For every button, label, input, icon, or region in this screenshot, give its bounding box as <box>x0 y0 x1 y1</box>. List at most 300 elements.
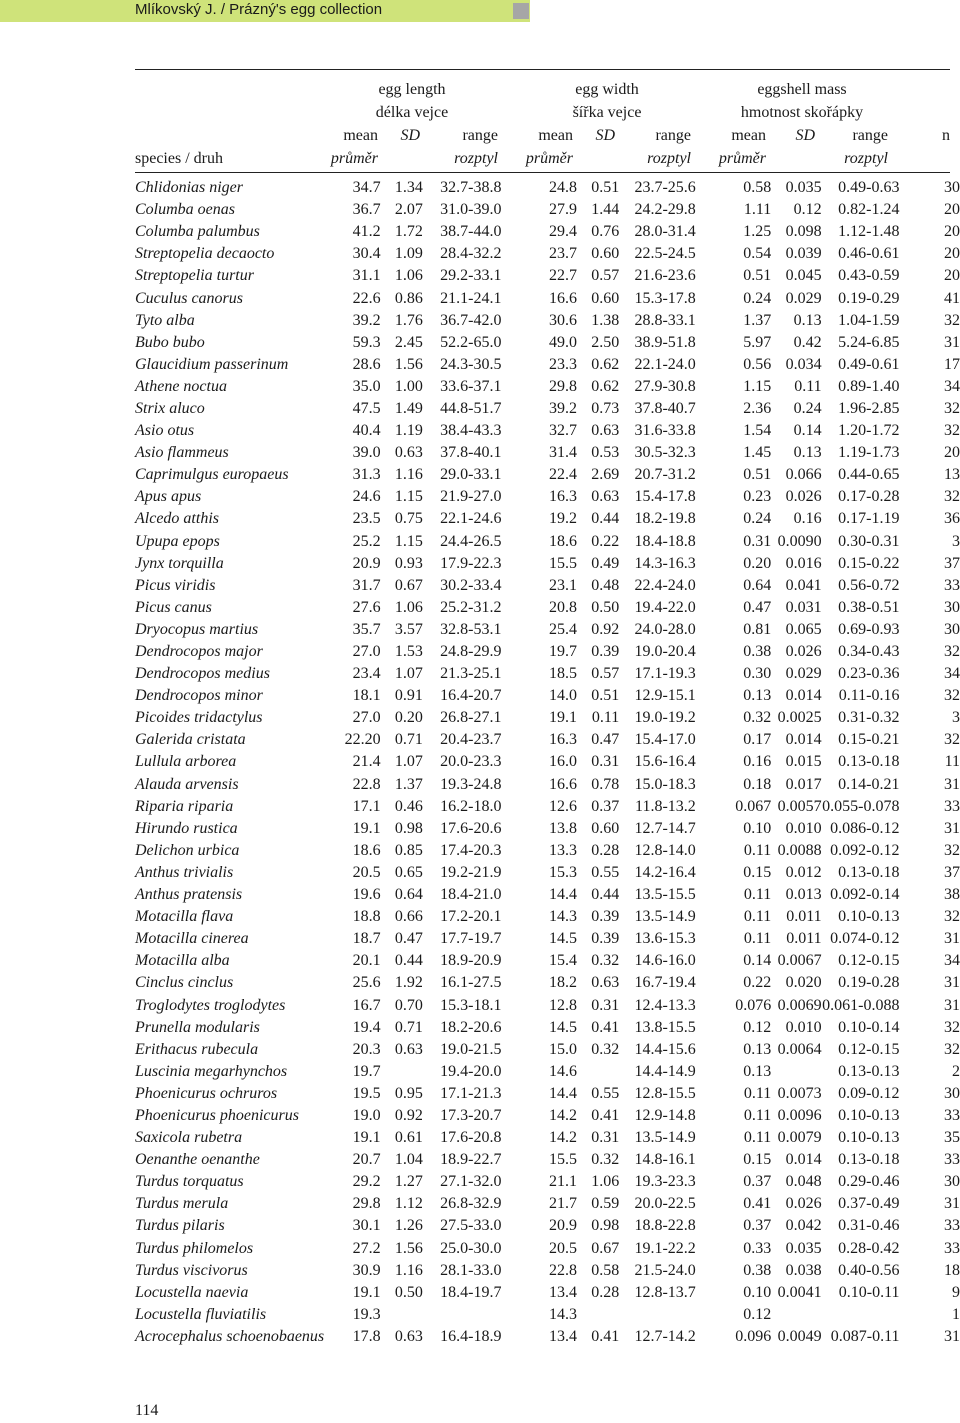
species-cell: Oenanthe oenanthe <box>135 1151 260 1169</box>
n-cell: 32 <box>944 908 960 926</box>
length-sd-cell: 0.67 <box>394 576 423 594</box>
n-cell: 33 <box>944 1239 960 1257</box>
mass-range-cell: 0.055-0.078 <box>822 797 900 815</box>
page-number: 114 <box>135 1402 159 1419</box>
length-range-cell: 18.9-22.7 <box>440 1151 502 1169</box>
length-sd-cell: 1.49 <box>394 399 423 417</box>
mass-mean-cell: 0.23 <box>743 488 772 506</box>
length-sd-cell: 0.66 <box>394 908 423 926</box>
width-sd-cell: 0.31 <box>591 1129 620 1147</box>
eggshell-mass-header-cz: hmotnost skořápky <box>740 104 864 121</box>
egg-length-header: egg length <box>378 81 446 98</box>
length-range-cell: 20.4-23.7 <box>440 731 502 749</box>
mass-range-cell: 0.69-0.93 <box>838 620 900 638</box>
width-range-cell: 14.2-16.4 <box>634 863 696 881</box>
length-range-cell: 24.4-26.5 <box>440 532 502 550</box>
width-mean-cell: 15.5 <box>548 554 577 572</box>
length-sd-cell: 0.92 <box>394 1106 423 1124</box>
width-range-header: range <box>655 127 691 144</box>
n-cell: 18 <box>944 1261 960 1279</box>
length-mean-cell: 41.2 <box>352 223 381 241</box>
width-sd-cell: 2.69 <box>591 466 620 484</box>
table-row <box>0 1017 960 1039</box>
table-row <box>0 796 960 818</box>
width-range-cell: 22.1-24.0 <box>634 355 696 373</box>
mass-range-cell: 0.29-0.46 <box>838 1173 900 1191</box>
n-cell: 20 <box>944 444 960 462</box>
mass-sd-cell: 0.017 <box>785 775 822 793</box>
width-range-cell: 37.8-40.7 <box>634 399 696 417</box>
width-sd-cell: 0.73 <box>591 399 620 417</box>
egg-width-header-cz: šířka vejce <box>572 104 642 121</box>
species-header: species / druh <box>135 150 223 167</box>
mass-mean-cell: 1.54 <box>743 422 772 440</box>
length-mean-cell: 23.4 <box>352 665 381 683</box>
table-row <box>0 508 960 530</box>
mass-mean-cell: 0.13 <box>743 1040 772 1058</box>
width-sd-header: SD <box>595 127 615 144</box>
length-sd-cell: 0.75 <box>394 510 423 528</box>
width-range-cell: 12.8-15.5 <box>634 1084 696 1102</box>
width-mean-cell: 24.8 <box>548 179 577 197</box>
table-row <box>0 994 960 1016</box>
mass-sd-cell: 0.029 <box>785 289 822 307</box>
mass-mean-cell: 0.47 <box>743 598 772 616</box>
mass-mean-cell: 0.11 <box>743 841 772 859</box>
mass-range-cell: 0.28-0.42 <box>838 1239 900 1257</box>
n-cell: 20 <box>944 223 960 241</box>
mass-sd-cell: 0.14 <box>793 422 822 440</box>
width-sd-cell: 2.50 <box>591 333 620 351</box>
species-cell: Streptopelia turtur <box>135 267 254 285</box>
mass-sd-cell: 0.042 <box>785 1217 822 1235</box>
length-range-header: range <box>462 127 498 144</box>
length-mean-cell: 39.2 <box>352 311 381 329</box>
mass-sd-cell: 0.0067 <box>777 952 822 970</box>
species-cell: Cuculus canorus <box>135 289 243 307</box>
n-cell: 32 <box>944 488 960 506</box>
width-mean-cell: 13.4 <box>548 1283 577 1301</box>
width-range-cell: 17.1-19.3 <box>634 665 696 683</box>
length-mean-cell: 39.0 <box>352 444 381 462</box>
header-square-icon <box>513 3 529 19</box>
width-mean-cell: 23.7 <box>548 245 577 263</box>
width-mean-cell: 19.7 <box>548 643 577 661</box>
width-sd-cell: 0.32 <box>591 1040 620 1058</box>
length-range-cell: 17.7-19.7 <box>440 930 502 948</box>
mass-sd-cell: 0.026 <box>785 488 822 506</box>
length-sd-cell: 1.76 <box>394 311 423 329</box>
mass-mean-cell: 0.15 <box>743 863 772 881</box>
mass-mean-cell: 0.22 <box>743 974 772 992</box>
species-cell: Picus canus <box>135 598 212 616</box>
table-row <box>0 663 960 685</box>
length-sd-cell: 0.50 <box>394 1283 423 1301</box>
length-range-cell: 22.1-24.6 <box>440 510 502 528</box>
mass-sd-cell: 0.029 <box>785 665 822 683</box>
n-cell: 31 <box>944 819 960 837</box>
mass-range-cell: 0.10-0.11 <box>838 1283 900 1301</box>
width-mean-cell: 14.3 <box>548 908 577 926</box>
table-row <box>0 575 960 597</box>
species-cell: Dryocopus martius <box>135 620 259 638</box>
width-range-cell: 15.4-17.0 <box>634 731 696 749</box>
mass-sd-cell: 0.012 <box>785 863 822 881</box>
mass-range-cell: 0.23-0.36 <box>838 665 900 683</box>
width-range-cell: 22.5-24.5 <box>634 245 696 263</box>
mass-sd-cell: 0.014 <box>785 687 822 705</box>
width-sd-cell: 0.63 <box>591 488 620 506</box>
mass-sd-cell: 0.0096 <box>777 1106 822 1124</box>
length-mean-cell: 23.5 <box>352 510 381 528</box>
species-cell: Turdus viscivorus <box>135 1261 248 1279</box>
length-range-header-cz: rozptyl <box>454 150 498 167</box>
width-range-cell: 14.4-15.6 <box>634 1040 696 1058</box>
length-mean-cell: 25.6 <box>352 974 381 992</box>
eggshell-mass-header: eggshell mass <box>757 81 847 98</box>
mass-sd-cell: 0.020 <box>785 974 822 992</box>
table-row <box>0 641 960 663</box>
mass-range-cell: 0.11-0.16 <box>838 687 900 705</box>
mass-sd-cell: 0.0079 <box>777 1129 822 1147</box>
mass-mean-cell: 1.45 <box>743 444 772 462</box>
width-range-cell: 23.7-25.6 <box>634 179 696 197</box>
n-cell: 11 <box>944 753 960 771</box>
length-mean-cell: 27.2 <box>352 1239 381 1257</box>
length-sd-cell: 1.04 <box>394 1151 423 1169</box>
length-range-cell: 18.4-21.0 <box>440 886 502 904</box>
length-mean-cell: 27.0 <box>352 643 381 661</box>
table-row <box>0 177 960 199</box>
width-mean-cell: 25.4 <box>548 620 577 638</box>
mass-sd-cell: 0.13 <box>793 311 822 329</box>
mass-mean-cell: 0.11 <box>743 930 772 948</box>
egg-length-header-cz: délka vejce <box>375 104 449 121</box>
length-mean-cell: 20.3 <box>352 1040 381 1058</box>
n-cell: 33 <box>944 1217 960 1235</box>
width-mean-cell: 22.8 <box>548 1261 577 1279</box>
width-range-cell: 12.7-14.2 <box>634 1327 696 1345</box>
length-mean-cell: 30.9 <box>352 1261 381 1279</box>
mass-sd-cell: 0.12 <box>793 201 822 219</box>
mass-mean-cell: 0.13 <box>743 687 772 705</box>
width-sd-cell: 0.28 <box>591 841 620 859</box>
length-range-cell: 37.8-40.1 <box>440 444 502 462</box>
length-sd-cell: 0.70 <box>394 996 423 1014</box>
n-header: n <box>942 127 950 144</box>
mass-sd-cell: 0.11 <box>794 377 822 395</box>
length-sd-cell: 1.00 <box>394 377 423 395</box>
length-mean-cell: 28.6 <box>352 355 381 373</box>
mass-sd-cell: 0.0073 <box>777 1084 822 1102</box>
width-mean-cell: 12.8 <box>548 996 577 1014</box>
length-range-cell: 27.5-33.0 <box>440 1217 502 1235</box>
table-row <box>0 420 960 442</box>
width-sd-cell: 0.57 <box>591 267 620 285</box>
length-mean-cell: 40.4 <box>352 422 381 440</box>
mass-range-cell: 0.12-0.15 <box>838 1040 900 1058</box>
width-range-cell: 19.0-20.4 <box>634 643 696 661</box>
mass-sd-cell: 0.014 <box>785 1151 822 1169</box>
table-row <box>0 287 960 309</box>
mass-sd-cell: 0.048 <box>785 1173 822 1191</box>
n-cell: 41 <box>944 289 960 307</box>
length-mean-cell: 20.7 <box>352 1151 381 1169</box>
species-cell: Apus apus <box>135 488 202 506</box>
length-range-cell: 16.4-20.7 <box>440 687 502 705</box>
length-mean-cell: 30.4 <box>352 245 381 263</box>
species-cell: Delichon urbica <box>135 841 240 859</box>
length-range-cell: 30.2-33.4 <box>440 576 502 594</box>
length-sd-cell: 1.37 <box>394 775 423 793</box>
mass-range-cell: 0.074-0.12 <box>830 930 900 948</box>
species-cell: Alcedo atthis <box>135 510 219 528</box>
species-cell: Acrocephalus schoenobaenus <box>135 1327 325 1345</box>
width-mean-cell: 15.3 <box>548 863 577 881</box>
length-mean-cell: 18.6 <box>352 841 381 859</box>
width-range-cell: 13.5-15.5 <box>634 886 696 904</box>
length-mean-header: mean <box>343 127 378 144</box>
mass-mean-cell: 0.14 <box>743 952 772 970</box>
length-mean-cell: 19.1 <box>352 1283 381 1301</box>
table-row <box>0 332 960 354</box>
mass-sd-cell <box>771 1304 821 1326</box>
length-sd-cell: 0.71 <box>394 731 423 749</box>
species-cell: Glaucidium passerinum <box>135 355 289 373</box>
width-mean-cell: 23.3 <box>548 355 577 373</box>
mass-sd-cell: 0.015 <box>785 753 822 771</box>
mass-mean-cell: 0.41 <box>743 1195 772 1213</box>
length-sd-cell: 0.65 <box>394 863 423 881</box>
species-cell: Caprimulgus europaeus <box>135 466 289 484</box>
width-range-cell: 31.6-33.8 <box>634 422 696 440</box>
width-range-cell: 30.5-32.3 <box>634 444 696 462</box>
length-sd-cell <box>381 1061 423 1083</box>
length-mean-cell: 19.5 <box>352 1084 381 1102</box>
n-cell: 17 <box>944 355 960 373</box>
species-cell: Turdus merula <box>135 1195 229 1213</box>
n-cell: 13 <box>944 466 960 484</box>
n-cell: 20 <box>944 267 960 285</box>
species-cell: Columba oenas <box>135 201 235 219</box>
n-cell: 2 <box>952 1062 960 1080</box>
mass-range-header-cz: rozptyl <box>844 150 888 167</box>
width-sd-cell: 0.57 <box>591 665 620 683</box>
width-sd-cell: 0.60 <box>591 245 620 263</box>
width-range-cell: 12.7-14.7 <box>634 819 696 837</box>
length-range-cell: 29.0-33.1 <box>440 466 502 484</box>
species-cell: Asio otus <box>135 422 195 440</box>
length-sd-cell: 2.07 <box>394 201 423 219</box>
mass-range-cell: 0.15-0.22 <box>838 554 900 572</box>
width-mean-cell: 15.4 <box>548 952 577 970</box>
width-mean-cell: 39.2 <box>548 399 577 417</box>
length-mean-cell: 18.1 <box>352 687 381 705</box>
width-sd-cell: 0.60 <box>591 819 620 837</box>
length-mean-header-cz: průměr <box>330 150 378 167</box>
mass-sd-cell: 0.035 <box>785 179 822 197</box>
length-range-cell: 18.9-20.9 <box>440 952 502 970</box>
width-range-cell: 13.8-15.5 <box>634 1018 696 1036</box>
length-mean-cell: 25.2 <box>352 532 381 550</box>
length-mean-cell: 17.8 <box>352 1327 381 1345</box>
species-cell: Dendrocopos minor <box>135 687 263 705</box>
length-range-cell: 17.9-22.3 <box>440 554 502 572</box>
mass-sd-cell: 0.026 <box>785 1195 822 1213</box>
egg-width-header: egg width <box>575 81 639 98</box>
width-range-cell: 14.4-14.9 <box>634 1062 696 1080</box>
width-range-cell: 12.8-13.7 <box>634 1283 696 1301</box>
width-mean-cell: 14.4 <box>548 886 577 904</box>
mass-mean-cell: 0.24 <box>743 510 772 528</box>
length-sd-cell: 1.15 <box>394 488 423 506</box>
n-cell: 31 <box>944 996 960 1014</box>
width-range-cell: 18.2-19.8 <box>634 510 696 528</box>
length-sd-cell: 1.56 <box>394 355 423 373</box>
length-sd-cell: 0.63 <box>394 1327 423 1345</box>
length-mean-cell: 59.3 <box>352 333 381 351</box>
table-row <box>0 751 960 773</box>
table-row <box>0 884 960 906</box>
width-sd-cell: 0.39 <box>591 930 620 948</box>
mass-mean-cell: 0.51 <box>743 466 772 484</box>
mass-sd-cell: 0.034 <box>785 355 822 373</box>
length-range-cell: 19.3-24.8 <box>440 775 502 793</box>
length-range-cell: 24.8-29.9 <box>440 643 502 661</box>
length-mean-cell: 19.0 <box>352 1106 381 1124</box>
n-cell: 30 <box>944 1084 960 1102</box>
length-mean-cell: 34.7 <box>352 179 381 197</box>
mass-mean-cell: 0.11 <box>743 1129 772 1147</box>
length-sd-cell: 1.72 <box>394 223 423 241</box>
length-mean-cell: 20.5 <box>352 863 381 881</box>
width-range-cell: 13.6-15.3 <box>634 930 696 948</box>
length-sd-cell: 1.09 <box>394 245 423 263</box>
table-row <box>0 265 960 287</box>
species-cell: Phoenicurus ochruros <box>135 1084 278 1102</box>
length-range-cell: 19.2-21.9 <box>440 863 502 881</box>
mass-mean-cell: 0.076 <box>735 996 772 1014</box>
table-row <box>0 1105 960 1127</box>
width-range-cell: 14.3-16.3 <box>634 554 696 572</box>
mass-sd-cell: 0.0041 <box>777 1283 822 1301</box>
width-sd-cell: 0.98 <box>591 1217 620 1235</box>
length-mean-cell: 29.2 <box>352 1173 381 1191</box>
species-cell: Alauda arvensis <box>135 775 239 793</box>
n-cell: 32 <box>944 1018 960 1036</box>
width-range-cell: 13.5-14.9 <box>634 908 696 926</box>
length-sd-cell: 0.95 <box>394 1084 423 1102</box>
length-sd-cell: 1.56 <box>394 1239 423 1257</box>
width-range-cell: 18.8-22.8 <box>634 1217 696 1235</box>
n-cell: 32 <box>944 399 960 417</box>
width-range-cell: 18.4-18.8 <box>634 532 696 550</box>
mass-mean-cell: 0.17 <box>743 731 772 749</box>
length-mean-cell: 35.7 <box>352 620 381 638</box>
length-range-cell: 33.6-37.1 <box>440 377 502 395</box>
mass-mean-cell: 0.30 <box>743 665 772 683</box>
length-sd-cell: 0.63 <box>394 444 423 462</box>
width-sd-cell: 1.38 <box>591 311 620 329</box>
species-cell: Prunella modularis <box>135 1018 260 1036</box>
species-cell: Anthus trivialis <box>135 863 234 881</box>
width-sd-cell: 0.22 <box>591 532 620 550</box>
mass-range-cell: 0.13-0.18 <box>838 753 900 771</box>
width-range-cell: 28.0-31.4 <box>634 223 696 241</box>
mass-sd-cell: 0.038 <box>785 1261 822 1279</box>
mass-mean-cell: 0.11 <box>743 908 772 926</box>
length-range-cell <box>423 1304 502 1326</box>
width-sd-cell: 0.55 <box>591 863 620 881</box>
mass-sd-cell: 0.013 <box>785 886 822 904</box>
n-cell: 31 <box>944 974 960 992</box>
length-range-cell: 25.0-30.0 <box>440 1239 502 1257</box>
species-cell: Troglodytes troglodytes <box>135 996 286 1014</box>
length-sd-header: SD <box>400 127 420 144</box>
species-cell: Picoides tridactylus <box>135 709 263 727</box>
mass-range-cell: 0.49-0.63 <box>838 179 900 197</box>
mass-sd-cell: 0.011 <box>786 908 822 926</box>
length-mean-cell: 17.1 <box>352 797 381 815</box>
table-row <box>0 906 960 928</box>
n-cell: 30 <box>944 179 960 197</box>
mass-sd-cell: 0.039 <box>785 245 822 263</box>
width-range-cell: 24.2-29.8 <box>634 201 696 219</box>
mass-mean-cell: 0.10 <box>743 1283 772 1301</box>
length-mean-cell: 30.1 <box>352 1217 381 1235</box>
table-row <box>0 199 960 221</box>
width-mean-cell: 20.8 <box>548 598 577 616</box>
length-mean-cell: 27.6 <box>352 598 381 616</box>
width-mean-cell: 12.6 <box>548 797 577 815</box>
length-range-cell: 26.8-27.1 <box>440 709 502 727</box>
n-cell: 31 <box>944 775 960 793</box>
width-mean-header: mean <box>538 127 573 144</box>
n-cell: 1 <box>952 1305 960 1323</box>
length-range-cell: 38.7-44.0 <box>440 223 502 241</box>
width-range-cell: 19.1-22.2 <box>634 1239 696 1257</box>
mass-range-cell: 0.10-0.13 <box>838 1106 900 1124</box>
mass-sd-cell: 0.016 <box>785 554 822 572</box>
length-sd-cell: 0.64 <box>394 886 423 904</box>
mass-sd-cell: 0.42 <box>793 333 822 351</box>
n-cell: 34 <box>944 665 960 683</box>
running-title: Mlíkovský J. / Prázný's egg collection <box>135 1 383 18</box>
mass-sd-cell: 0.011 <box>786 930 822 948</box>
length-sd-cell: 0.71 <box>394 1018 423 1036</box>
length-range-cell: 29.2-33.1 <box>440 267 502 285</box>
species-cell: Motacilla cinerea <box>135 930 249 948</box>
species-cell: Picus viridis <box>135 576 216 594</box>
length-range-cell: 17.2-20.1 <box>440 908 502 926</box>
width-range-cell: 38.9-51.8 <box>634 333 696 351</box>
width-sd-cell: 0.41 <box>591 1106 620 1124</box>
width-range-cell: 21.5-24.0 <box>634 1261 696 1279</box>
width-sd-cell <box>577 1061 619 1083</box>
length-sd-cell: 0.93 <box>394 554 423 572</box>
n-cell: 37 <box>944 554 960 572</box>
mass-range-cell: 0.46-0.61 <box>838 245 900 263</box>
width-mean-cell: 18.5 <box>548 665 577 683</box>
mass-mean-cell: 0.54 <box>743 245 772 263</box>
length-mean-cell: 19.3 <box>352 1305 381 1323</box>
n-cell: 31 <box>944 930 960 948</box>
length-mean-cell: 47.5 <box>352 399 381 417</box>
length-sd-cell: 1.07 <box>394 665 423 683</box>
species-cell: Turdus torquatus <box>135 1173 244 1191</box>
mass-mean-cell: 0.64 <box>743 576 772 594</box>
mass-sd-cell: 0.098 <box>785 223 822 241</box>
